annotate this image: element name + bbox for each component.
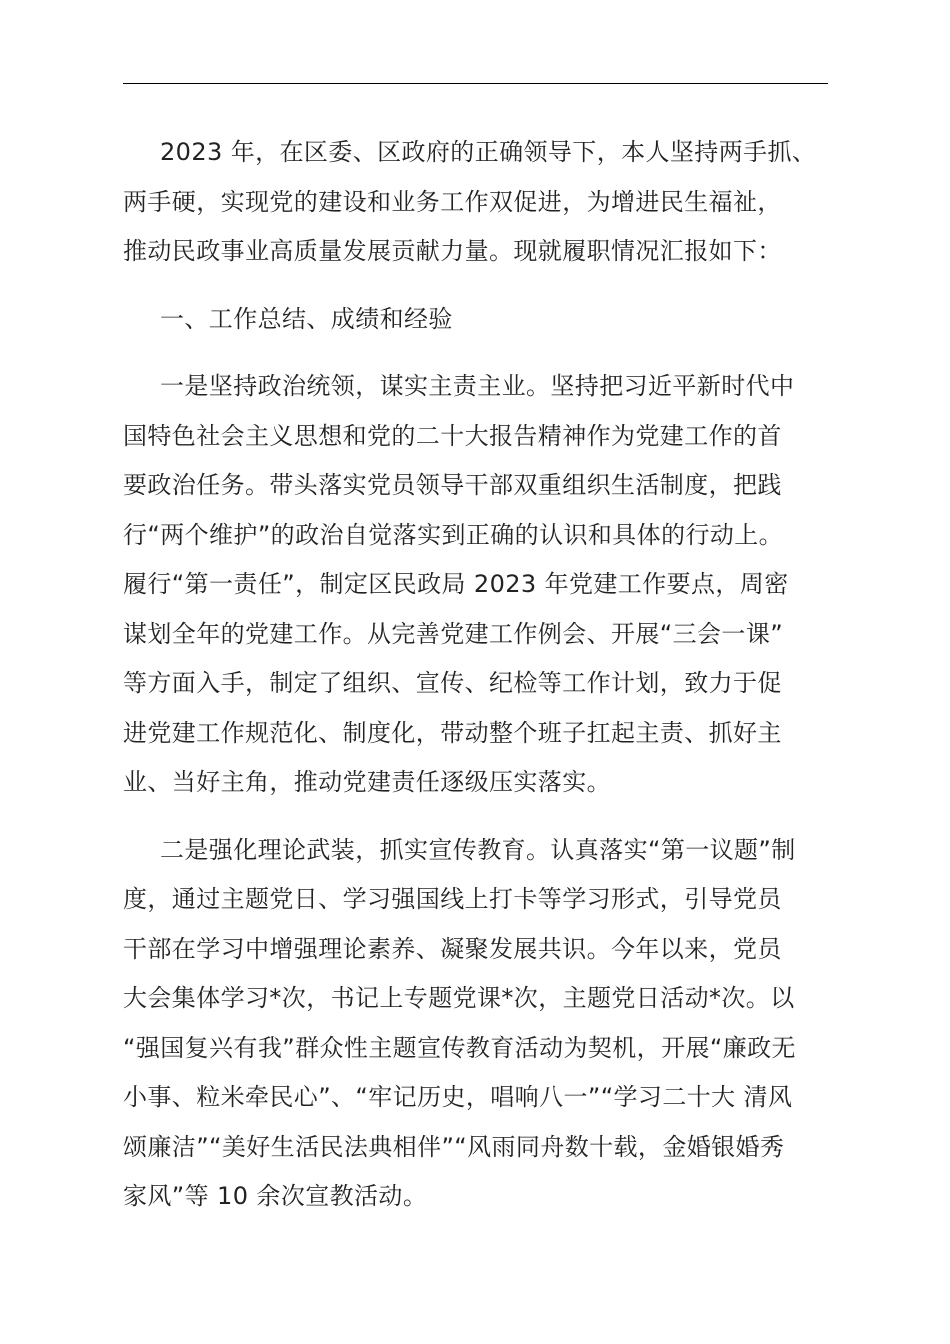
paragraph-theory-education: 二是强化理论武装，抓实宣传教育。认真落实“第一议题”制 度，通过主题党日、学习强国线上打卡等学习形式，引导党员 干部在学习中增强理论素养、凝聚发展共识。今年以来，党员 大会集体学习*次，书记上专题党课*次，主题党日活动*次。以 “强国复兴有我”群众性主题宣传教育活动为契机，开展“廉政无 小事、粒米牵民心”、“牢记历史，唱响八一”“学习二十大 清风 颂廉洁”“美好生活民法典相伴”“风雨同舟数十载，金婚银婚秀 家风”等 10 余次宣教活动。: [123, 835, 796, 1210]
intro-paragraph: 2023 年，在区委、区政府的正确领导下，本人坚持两手抓、 两手硬，实现党的建设和业务工作双促进，为增进民生福祉， 推动民政事业高质量发展贡献力量。现就履职情况汇报如下：: [123, 138, 817, 265]
header-rule: [123, 83, 828, 84]
paragraph-political-leadership: 一是坚持政治统领，谋实主责主业。坚持把习近平新时代中 国特色社会主义思想和党的二十大报告精神作为党建工作的首 要政治任务。带头落实党员领导干部双重组织生活制度，把践 行“两个维护”的政治自觉落实到正确的认识和具体的行动上。 履行“第一责任”，制定区民政局 2023 年党建工作要点，周密 谋划全年的党建工作。从完善党建工作例会、开展“三会一课” 等方面入手，制定了组织、宣传、纪检等工作计划，致力于促 进党建工作规范化、制度化，带动整个班子扛起主责、抓好主 业、当好主角，推动党建责任逐级压实落实。: [123, 372, 795, 796]
document-body: [123, 128, 828, 1240]
section-heading: 一、工作总结、成绩和经验: [160, 304, 453, 333]
